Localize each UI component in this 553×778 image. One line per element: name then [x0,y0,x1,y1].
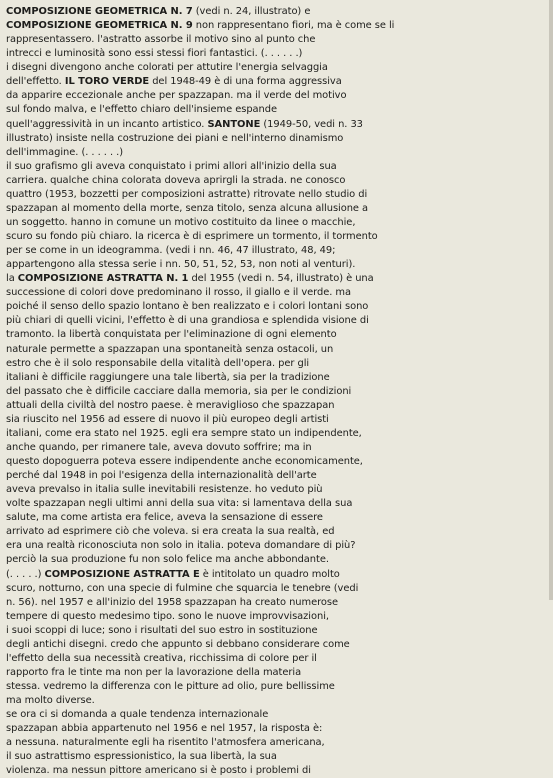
text-line [6,188,547,202]
bold-title: COMPOSIZIONE ASTRATTA N. 1 [17,273,189,285]
text-run: intrecci e luminosità sono essi stessi fiori fantastici. (. . . . . .) [6,48,303,60]
text-run: il suo grafismo gli aveva conquistato i primi allori all'inizio della sua [6,160,337,172]
text-run: dell'immagine. (. . . . . .) [6,146,124,158]
bold-title: COMPOSIZIONE GEOMETRICA N. 9 [6,20,193,32]
bold-title: COMPOSIZIONE GEOMETRICA N. 7 [6,6,193,17]
text-run: (vedi n. 24, illustrato) e [192,6,311,17]
text-line [6,539,547,553]
text-run: successione di colori dove predominano il rosso, il giallo e il verde. ma [6,287,351,299]
page-edge [549,0,553,600]
text-line [6,582,547,596]
text-run: del 1948-49 è di una forma aggressiva [149,76,342,88]
text-run: è intitolato un quadro molto [199,568,340,580]
text-line [6,708,547,722]
text-line [6,764,547,778]
text-run: quell'aggressività in un incanto artistico. [6,118,208,130]
text-run: violenza. ma nessun pittore americano si è posto i problemi di [6,765,311,777]
text-line [6,244,547,258]
text-run: questo dopoguerra poteva essere indipendente anche economicamente, [6,456,363,467]
text-run: se ora ci si domanda a quale tendenza internazionale [6,709,269,721]
bold-title: SANTONE [207,118,261,130]
text-line [6,413,547,427]
text-line [6,511,547,525]
text-line [6,427,547,441]
text-run: aveva prevalso in italia sulle inevitabili resistenze. ho veduto più [6,484,323,496]
text-line [6,610,547,624]
text-line [6,75,547,89]
text-line [6,272,547,286]
text-run: tempere di questo medesimo tipo. sono le nuove improvvisazioni, [6,610,329,622]
text-run: stessa. vedremo la differenza con le pitture ad olio, pure bellissime [6,681,335,692]
body-text [6,5,547,778]
text-run: volte spazzapan negli ultimi anni della sua vita: si lamentava della sua [6,498,353,510]
text-run: dell'effetto. [6,76,65,88]
text-run: italiani, come era stato nel 1925. egli era sempre stato un indipendente, [6,427,362,439]
text-line [6,300,547,314]
text-run: perciò la sua produzione fu non solo felice ma anche abbondante. [6,554,329,566]
text-line [6,638,547,652]
text-line [6,33,547,47]
text-run: il suo astrattismo espressionistico, la sua libertà, la sua [6,751,277,763]
text-run: salute, ma come artista era felice, aveva la sensazione di essere [6,512,323,524]
text-run: degli antichi disegni. credo che appunto si debbano considerare come [6,638,350,650]
text-line [6,230,547,244]
text-run: (. . . . .) [6,568,45,580]
text-run: anche quando, per rimanere tale, aveva dovuto soffrire; ma in [6,441,312,453]
text-run: i disegni divengono anche colorati per attutire l'energia selvaggia [6,62,328,74]
bold-title: IL TORO VERDE [64,76,150,88]
text-run: un soggetto. hanno in comune un motivo costituito da linee o macchie, [6,216,356,228]
text-line [6,103,547,117]
text-run: spazzapan al momento della morte, senza titolo, senza alcuna allusione a [6,202,369,214]
text-run: i suoi scoppi di luce; sono i risultati del suo estro in sostituzione [6,624,318,636]
text-line [6,469,547,483]
text-run: appartengono alla stessa serie i nn. 50, 51, 52, 53, non noti al venturi). [6,259,356,271]
text-line [6,750,547,764]
text-run: rappresentassero. l'astratto assorbe il motivo sino al punto che [6,34,316,46]
text-line [6,89,547,103]
text-run: rapporto fra le tinte ma non per la lavorazione della materia [6,666,302,678]
text-run: ma molto diverse. [6,695,95,707]
text-line [6,694,547,708]
text-line [6,146,547,160]
text-run: per se come in un ideogramma. (vedi i nn. 46, 47 illustrato, 48, 49; [6,245,336,257]
text-run: poiché il senso dello spazio lontano è ben realizzato e i colori lontani sono [6,301,369,313]
text-line [6,553,547,567]
text-run: (1949-50, vedi n. 33 [260,118,363,130]
text-run: sia riuscito nel 1956 ad essere di nuovo il più europeo degli artisti [6,413,329,425]
bold-title: COMPOSIZIONE ASTRATTA E [44,568,200,580]
text-line [6,328,547,342]
text-line [6,314,547,328]
text-line [6,666,547,680]
text-run: arrivato ad esprimere ciò che voleva. si era creata la sua realtà, ed [6,526,335,538]
text-run: perché dal 1948 in poi l'esigenza della internazionalità dell'arte [6,470,317,482]
text-line [6,385,547,399]
text-run: illustrato) insiste nella costruzione dei piani e nell'interno dinamismo [6,132,344,144]
text-line [6,5,547,19]
text-line [6,736,547,750]
text-run: quattro (1953, bozzetti per composizioni astratte) ritrovate nello studio di [6,188,368,200]
text-run: naturale permette a spazzapan una spontaneità senza ostacoli, un [6,343,334,355]
text-run: del passato che è difficile cacciare dalla memoria, sia per le condizioni [6,385,352,397]
text-line [6,357,547,371]
text-line [6,202,547,216]
text-line [6,343,547,357]
text-run: non rappresentano fiori, ma è come se li [192,20,395,32]
text-line [6,483,547,497]
text-line [6,596,547,610]
text-run: n. 56). nel 1957 e all'inizio del 1958 spazzapan ha creato numerose [6,596,339,608]
text-line [6,722,547,736]
text-line [6,680,547,694]
text-run: la [6,273,18,285]
text-line [6,61,547,75]
text-line [6,371,547,385]
text-run: spazzapan abbia appartenuto nel 1956 e nel 1957, la risposta è: [6,723,323,735]
text-line [6,258,547,272]
text-run: scuro, notturno, con una specie di fulmine che squarcia le tenebre (vedi [6,582,359,594]
text-line [6,652,547,666]
text-line [6,19,547,33]
text-run: italiani è difficile raggiungere una tale libertà, sia per la tradizione [6,371,330,383]
text-line [6,174,547,188]
text-line [6,216,547,230]
text-run: estro che è il solo responsabile della vitalità dell'opera. per gli [6,357,310,369]
text-line [6,525,547,539]
text-run: più chiari di quelli vicini, l'effetto è di una grandiosa e splendida visione di [6,315,369,327]
text-run: attuali della civiltà del nostro paese. è meraviglioso che spazzapan [6,399,335,411]
text-line [6,47,547,61]
text-run: era una realtà riconosciuta non solo in italia. poteva domandare di più? [6,540,356,552]
text-run: del 1955 (vedi n. 54, illustrato) è una [188,273,374,285]
text-run: sul fondo malva, e l'effetto chiaro dell'insieme espande [6,104,277,116]
text-line [6,118,547,132]
text-line [6,568,547,582]
text-line [6,497,547,511]
text-line [6,399,547,413]
text-run: carriera. qualche china colorata doveva aprirgli la strada. ne conosco [6,174,346,186]
text-line [6,286,547,300]
text-line [6,160,547,174]
text-line [6,624,547,638]
text-run: a nessuna. naturalmente egli ha risentito l'atmosfera americana, [6,737,325,749]
text-run: scuro su fondo più chiaro. la ricerca è di esprimere un tormento, il tormento [6,231,378,242]
text-run: da apparire eccezionale anche per spazzapan. ma il verde del motivo [6,90,347,102]
text-line [6,455,547,469]
text-line [6,132,547,146]
text-run: tramonto. la libertà conquistata per l'eliminazione di ogni elemento [6,329,337,341]
text-line [6,441,547,455]
text-run: l'effetto della sua necessità creativa, ricchissima di colore per il [6,652,317,664]
